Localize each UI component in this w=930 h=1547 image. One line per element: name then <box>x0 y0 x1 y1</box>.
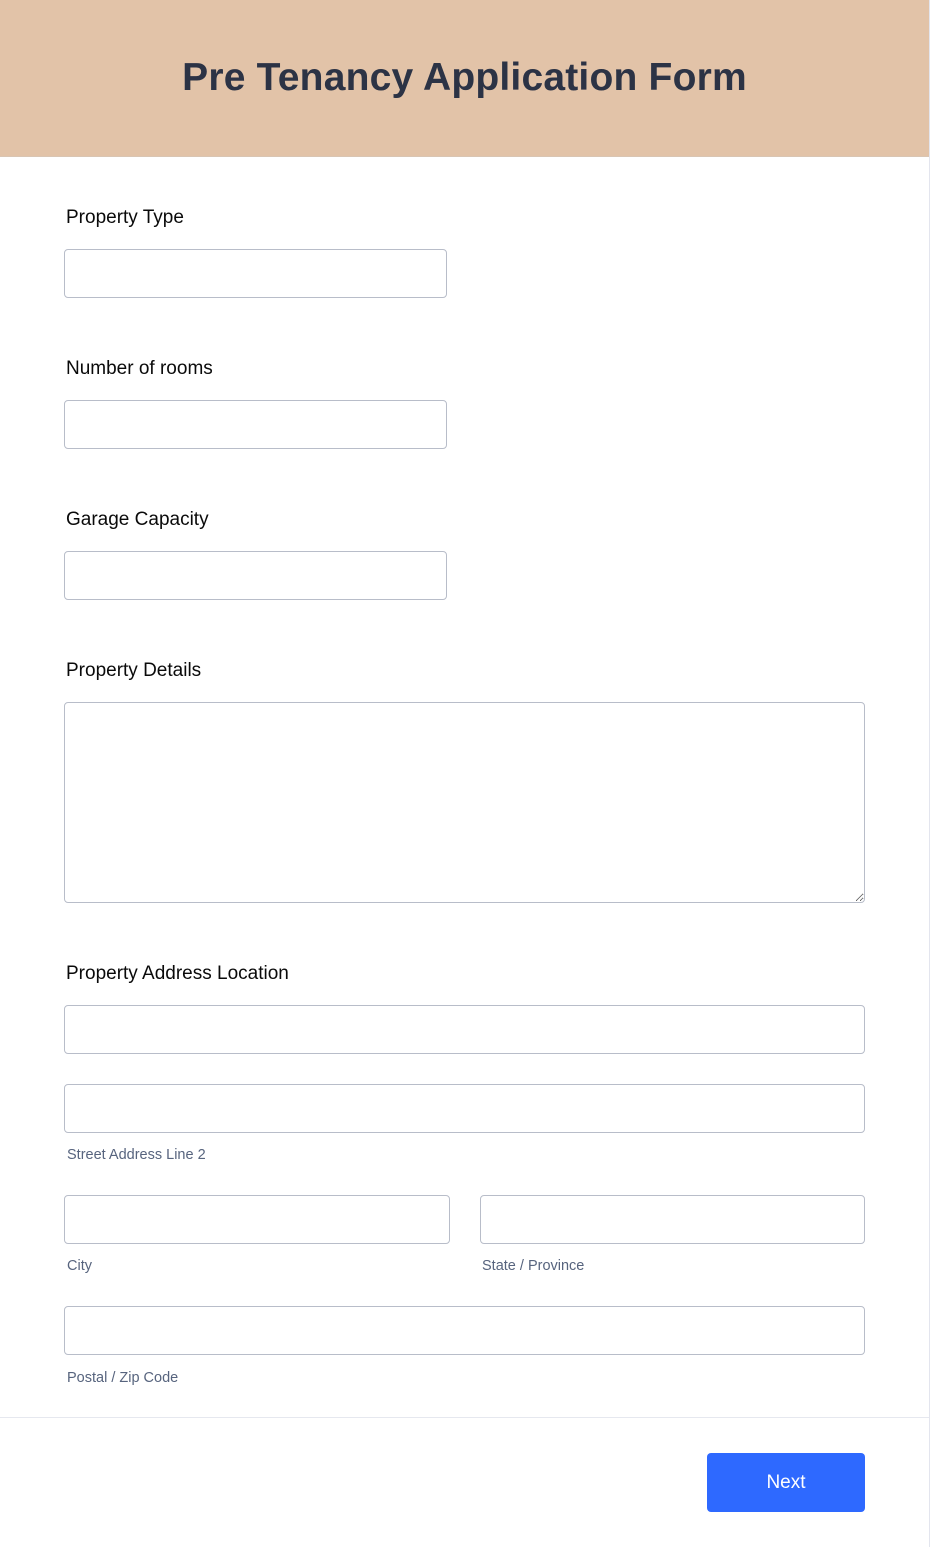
property-address-label: Property Address Location <box>66 963 289 984</box>
number-of-rooms-label: Number of rooms <box>66 358 213 379</box>
property-details-textarea[interactable] <box>64 702 865 903</box>
garage-capacity-label: Garage Capacity <box>66 509 209 530</box>
city-sublabel: City <box>67 1258 92 1274</box>
form-title: Pre Tenancy Application Form <box>182 56 747 99</box>
property-type-label: Property Type <box>66 207 184 228</box>
state-province-sublabel: State / Province <box>482 1258 585 1274</box>
postal-code-sublabel: Postal / Zip Code <box>67 1370 179 1386</box>
garage-capacity-input[interactable] <box>64 551 447 600</box>
state-province-input[interactable] <box>480 1195 865 1244</box>
number-of-rooms-input[interactable] <box>64 400 447 449</box>
city-input[interactable] <box>64 1195 450 1244</box>
postal-code-input[interactable] <box>64 1306 865 1355</box>
form-header <box>0 0 929 157</box>
next-button[interactable]: Next <box>707 1453 865 1512</box>
street-address-line2-sublabel: Street Address Line 2 <box>67 1147 206 1163</box>
street-address-line2-input[interactable] <box>64 1084 865 1133</box>
property-type-input[interactable] <box>64 249 447 298</box>
footer-divider <box>0 1417 929 1418</box>
property-details-label: Property Details <box>66 660 202 681</box>
street-address-line1-input[interactable] <box>64 1005 865 1054</box>
